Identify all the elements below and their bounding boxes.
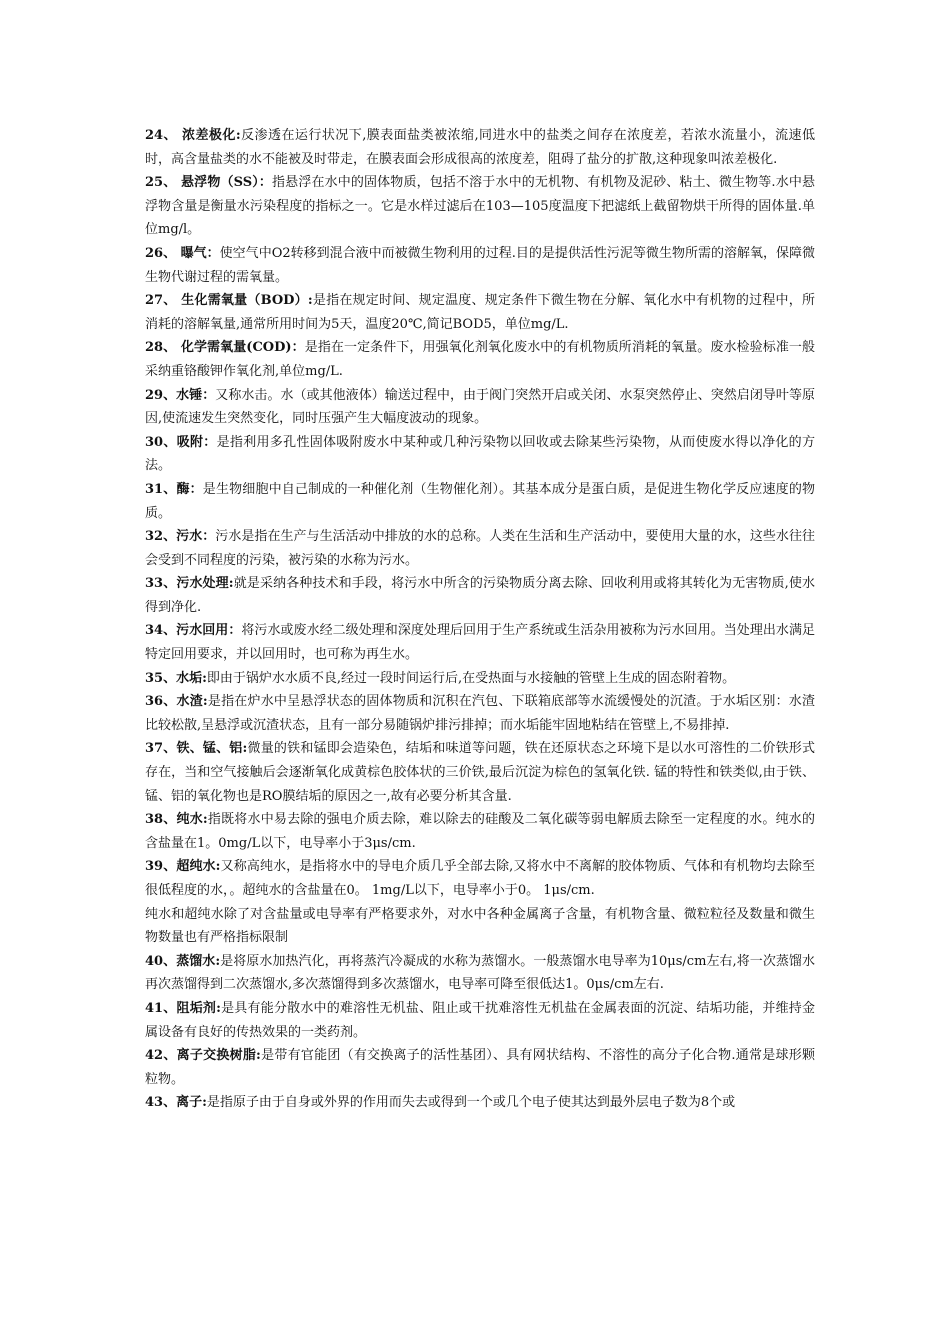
entry-term: 水垢: (176, 670, 207, 686)
entry-definition: 指悬浮在水中的固体物质，包括不溶于水中的无机物、有机物及泥砂、粘土、微生物等.水中悬浮物含量是衡量水污染程度的指标之一。它是水样过滤后在103—105度温度下把滤纸上截留物烘干所得的固体量.单位mg/l。 (145, 175, 815, 238)
entry-definition: 污水是指在生产与生活活动中排放的水的总称。人类在生活和生产活动中，要使用大量的水，这些水往往会受到不同程度的污染，被污染的水称为污水。 (145, 529, 815, 568)
entry-number: 31、 (145, 481, 177, 497)
entry-term: 悬浮物（SS）： (176, 175, 273, 191)
entry-definition: 指既将水中易去除的强电介质去除，难以除去的硅酸及二氧化碳等弱电解质去除至一定程度的水。纯水的含盐量在1。0mg/L以下，电导率小于3μs/cm. (145, 812, 815, 851)
entry-definition: 是指在一定条件下，用强氧化剂氧化废水中的有机物质所消耗的氧量。废水检验标准一般采纳重铬酸钾作氧化剂,单位mg/L. (145, 340, 815, 379)
entry-term: 铁、锰、铝: (176, 741, 248, 757)
entry-definition: 使空气中O2转移到混合液中而被微生物利用的过程.目的是提供活性污泥等微生物所需的溶解氧，保障微生物代谢过程的需氧量。 (145, 245, 816, 285)
entry-number: 40、 (145, 953, 177, 969)
entry-number: 29、 (145, 387, 177, 403)
glossary-entry-38 (145, 808, 815, 855)
entry-number: 34、 (145, 623, 177, 639)
entry-definition: 是生物细胞中自己制成的一种催化剂（生物催化剂）。其基本成分是蛋白质，是促进生物化学反应速度的物质。 (145, 481, 815, 521)
entry-term: 污水处理: (176, 576, 234, 592)
entry-definition: 将污水或废水经二级处理和深度处理后回用于生产系统或生活杂用被称为污水回用。当处理出水满足特定回用要求，并以回用时，也可称为再生水。 (145, 623, 815, 663)
entry-number: 30、 (145, 434, 177, 450)
entry-number: 37、 (145, 741, 177, 757)
entry-definition: 是指原子由于自身或外界的作用而失去或得到一个或几个电子使其达到最外层电子数为8个或 (206, 1095, 736, 1111)
entry-term: 曝气： (176, 245, 220, 261)
entry-definition: 是指在炉水中呈悬浮状态的固体物质和沉积在汽包、下联箱底部等水流缓慢处的沉渣。于水垢区别：水渣比较松散,呈悬浮或沉渣状态，且有一部分易随锅炉排污排掉；而水垢能牢固地粘结在管壁上,不易排掉. (145, 694, 815, 733)
entry-definition: 反渗透在运行状况下,膜表面盐类被浓缩,同进水中的盐类之间存在浓度差，若浓水流量小，流速低时，高含量盐类的水不能被及时带走，在膜表面会形成很高的浓度差，阻碍了盐分的扩散,这种现象叫浓差极化. (145, 128, 816, 167)
glossary-entry-37 (145, 737, 815, 808)
glossary-note (145, 903, 815, 950)
entry-number: 35、 (145, 670, 177, 686)
glossary-entry-43 (145, 1091, 815, 1115)
entry-definition: 是指在规定时间、规定温度、规定条件下微生物在分解、氧化水中有机物的过程中，所消耗的溶解氧量,通常所用时间为5天，温度20℃,简记BOD5，单位mg/L. (145, 293, 815, 332)
entry-term: 吸附： (176, 434, 217, 450)
entry-definition: 又称水击。水（或其他液体）输送过程中，由于阀门突然开启或关闭、水泵突然停止、突然启闭导叶等原因,使流速发生突然变化，同时压强产生大幅度波动的现象。 (145, 387, 815, 427)
glossary-entry-42 (145, 1044, 815, 1091)
entry-number: 24、 (145, 128, 178, 143)
glossary-list (145, 124, 815, 1115)
entry-definition: 纯水和超纯水除了对含盐量或电导率有严格要求外，对水中各种金属离子含量，有机物含量、微粒粒径及数量和微生物数量也有严格指标限制 (145, 906, 815, 946)
entry-number: 39、 (145, 859, 177, 875)
entry-number: 25、 (145, 175, 177, 191)
entry-definition: 即由于锅炉水水质不良,经过一段时间运行后,在受热面与水接触的管壁上生成的固态附着物。 (206, 670, 736, 686)
entry-term: 阻垢剂: (176, 1000, 221, 1016)
entry-definition: 是带有官能团（有交换离子的活性基团）、具有网状结构、不溶性的高分子化合物.通常是球形颗粒物。 (145, 1048, 815, 1087)
glossary-entry-29 (145, 384, 815, 431)
entry-term: 纯水: (176, 812, 208, 828)
entry-definition: 是具有能分散水中的难溶性无机盐、阻止或干扰难溶性无机盐在金属表面的沉淀、结垢功能，并维持金属设备有良好的传热效果的一类药剂。 (145, 1000, 815, 1040)
entry-term: 超纯水: (176, 859, 221, 875)
glossary-entry-27 (145, 289, 815, 336)
entry-number: 27、 (145, 293, 177, 309)
entry-number: 28、 (145, 340, 177, 356)
entry-term: 生化需氧量（BOD）: (176, 293, 313, 309)
glossary-entry-40 (145, 950, 815, 997)
entry-definition: 是指利用多孔性固体吸附废水中某种或几种污染物以回收或去除某些污染物，从而使废水得以净化的方法。 (145, 434, 815, 474)
entry-definition: 就是采纳各种技术和手段，将污水中所含的污染物质分离去除、回收利用或将其转化为无害物质,使水得到净化. (145, 576, 815, 615)
entry-number: 38、 (145, 812, 177, 828)
entry-definition: 微量的铁和锰即会造染色，结垢和味道等问题，铁在还原状态之环境下是以水可溶性的二价铁形式存在，当和空气接触后会逐渐氧化成黄棕色胶体状的三价铁,最后沉淀为棕色的氢氧化铁. 锰的特性和铁类似,由于铁、锰、铝的氧化物也是RO膜结垢的原因之一,故有必要分析其含量. (145, 741, 815, 804)
entry-term: 蒸馏水: (176, 953, 221, 969)
entry-number: 42、 (145, 1048, 177, 1064)
entry-definition: 是将原水加热汽化，再将蒸汽冷凝成的水称为蒸馏水。一般蒸馏水电导率为10μs/cm左右,将一次蒸馏水再次蒸馏得到二次蒸馏水,多次蒸馏得到多次蒸馏水，电导率可降至很低达1。0μs/cm左右. (145, 953, 815, 993)
entry-term: 浓差极化: (177, 128, 241, 143)
entry-term: 离子交换树脂: (176, 1048, 261, 1064)
entry-term: 水锤： (176, 387, 216, 403)
glossary-entry-28 (145, 336, 815, 383)
glossary-entry-35 (145, 667, 815, 691)
glossary-entry-33 (145, 572, 815, 619)
glossary-entry-31 (145, 478, 815, 525)
glossary-entry-34 (145, 619, 815, 666)
glossary-entry-39 (145, 855, 815, 902)
glossary-entry-30 (145, 431, 815, 478)
glossary-entry-25 (145, 171, 815, 242)
entry-number: 33、 (145, 576, 177, 592)
glossary-entry-36 (145, 690, 815, 737)
entry-term: 离子: (176, 1095, 207, 1111)
glossary-entry-26 (145, 242, 815, 289)
glossary-entry-32 (145, 525, 815, 572)
entry-number: 32、 (145, 529, 177, 545)
glossary-entry-41 (145, 997, 815, 1044)
entry-term: 污水： (176, 529, 216, 545)
glossary-entry-24 (145, 124, 815, 171)
entry-term: 化学需氧量(COD)： (176, 340, 305, 356)
entry-term: 酶： (176, 481, 203, 497)
entry-number: 36、 (145, 694, 177, 710)
entry-term: 污水回用： (176, 623, 242, 639)
entry-number: 43、 (145, 1095, 177, 1111)
entry-number: 26、 (145, 245, 177, 261)
entry-term: 水渣: (176, 694, 208, 710)
entry-definition: 又称高纯水，是指将水中的导电介质几乎全部去除,又将水中不离解的胶体物质、气体和有机物均去除至很低程度的水，。超纯水的含盐量在0。 1mg/L以下，电导率小于0。 1μs/cm. (145, 859, 815, 898)
entry-number: 41、 (145, 1000, 177, 1016)
